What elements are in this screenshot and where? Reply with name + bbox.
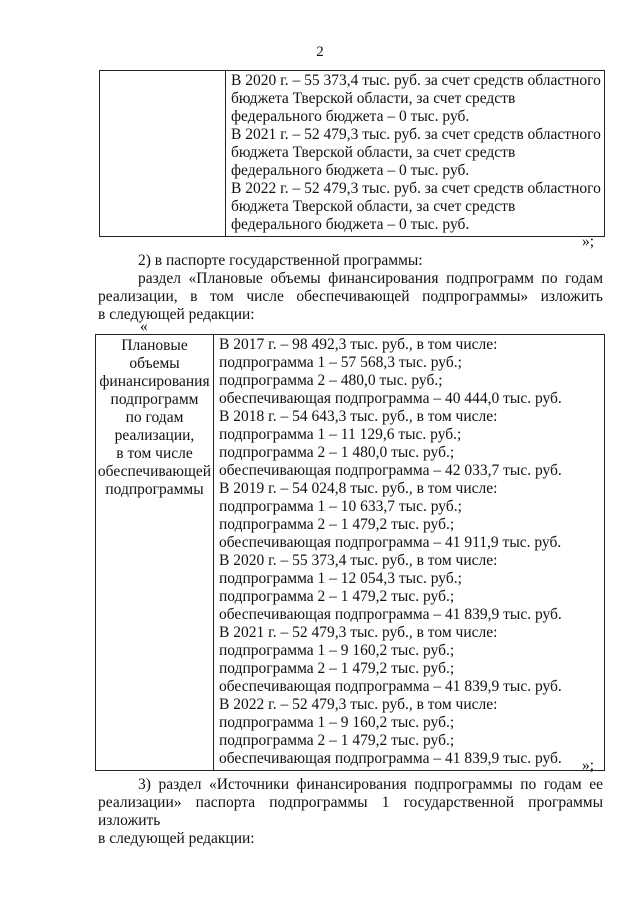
funding-line: подпрограмма 1 – 10 633,7 тыс. руб.; <box>219 498 462 515</box>
label-line: подпрограмм <box>110 391 199 408</box>
funding-line: обеспечивающая подпрограмма – 41 839,9 тыс. руб. <box>219 750 562 767</box>
item-2-text-line: раздел «Плановые объемы финансирования подпрограмм по годам <box>138 270 603 287</box>
table1-line: федерального бюджета – 0 тыс. руб. <box>231 108 470 125</box>
planned-funding-table <box>95 334 605 771</box>
item-3-text-line: в следующей редакции: <box>98 830 255 847</box>
funding-line: В 2021 г. – 52 479,3 тыс. руб., в том числе: <box>219 624 498 641</box>
closing-quote: »; <box>582 757 595 774</box>
opening-quote: « <box>140 318 148 335</box>
empty-label-cell <box>100 71 226 237</box>
closing-quote: »; <box>582 233 595 250</box>
table1-line: В 2022 г. – 52 479,3 тыс. руб. за счет средств областного <box>231 180 601 197</box>
funding-line: подпрограмма 2 – 1 480,0 тыс. руб.; <box>219 444 455 461</box>
item-2-heading: 2) в паспорте государственной программы: <box>138 252 423 269</box>
label-line: финансирования <box>99 373 210 390</box>
section-label-cell <box>96 335 214 771</box>
funding-line: обеспечивающая подпрограмма – 40 444,0 тыс. руб. <box>219 390 562 407</box>
table1-line: бюджета Тверской области, за счет средств <box>231 90 516 107</box>
funding-line: подпрограмма 1 – 12 054,3 тыс. руб.; <box>219 570 462 587</box>
funding-table-continuation <box>99 70 605 237</box>
table1-line: федерального бюджета – 0 тыс. руб. <box>231 162 470 179</box>
funding-line: подпрограмма 1 – 11 129,6 тыс. руб.; <box>219 426 462 443</box>
funding-by-year-cell <box>214 335 605 771</box>
funding-line: подпрограмма 2 – 1 479,2 тыс. руб.; <box>219 732 455 749</box>
label-line: Плановые <box>121 337 188 354</box>
funding-line: подпрограмма 2 – 1 479,2 тыс. руб.; <box>219 660 455 677</box>
funding-line: обеспечивающая подпрограмма – 42 033,7 тыс. руб. <box>219 462 562 479</box>
item-3-text-line: реализации» паспорта подпрограммы 1 государственной программы изложить <box>98 794 603 829</box>
funding-line: подпрограмма 1 – 57 568,3 тыс. руб.; <box>219 354 462 371</box>
table1-line: федерального бюджета – 0 тыс. руб. <box>231 216 470 233</box>
item-2-paragraph <box>98 252 603 324</box>
label-line: по годам <box>125 409 184 426</box>
funding-line: В 2018 г. – 54 643,3 тыс. руб., в том числе: <box>219 408 498 425</box>
table1-line: бюджета Тверской области, за счет средств <box>231 144 516 161</box>
funding-years-cell <box>226 71 605 237</box>
table1-line: бюджета Тверской области, за счет средств <box>231 198 516 215</box>
item-2-text-line: реализации, в том числе обеспечивающей подпрограммы» изложить <box>98 288 603 305</box>
funding-line: В 2022 г. – 52 479,3 тыс. руб., в том числе: <box>219 696 498 713</box>
label-line: реализации, <box>114 427 195 444</box>
funding-line: подпрограмма 1 – 9 160,2 тыс. руб.; <box>219 642 455 659</box>
funding-line: подпрограмма 2 – 1 479,2 тыс. руб.; <box>219 588 455 605</box>
funding-line: В 2020 г. – 55 373,4 тыс. руб., в том числе: <box>219 552 498 569</box>
funding-line: обеспечивающая подпрограмма – 41 839,9 тыс. руб. <box>219 678 562 695</box>
funding-line: подпрограмма 2 – 1 479,2 тыс. руб.; <box>219 516 455 533</box>
page-number: 2 <box>316 44 324 60</box>
funding-line: В 2019 г. – 54 024,8 тыс. руб., в том числе: <box>219 480 498 497</box>
funding-line: обеспечивающая подпрограмма – 41 839,9 тыс. руб. <box>219 606 562 623</box>
item-2-text-line: в следующей редакции: <box>98 306 255 323</box>
table1-line: В 2020 г. – 55 373,4 тыс. руб. за счет средств областного <box>231 72 601 89</box>
label-line: объемы <box>129 355 180 372</box>
funding-line: обеспечивающая подпрограмма – 41 911,9 тыс. руб. <box>219 534 562 551</box>
funding-line: подпрограмма 2 – 480,0 тыс. руб.; <box>219 372 443 389</box>
table1-line: В 2021 г. – 52 479,3 тыс. руб. за счет средств областного <box>231 126 601 143</box>
label-line: в том числе <box>116 445 193 462</box>
label-line: подпрограммы <box>105 481 204 498</box>
item-3-text-line: 3) раздел «Источники финансирования подпрограммы по годам ее <box>138 776 603 793</box>
funding-line: В 2017 г. – 98 492,3 тыс. руб., в том числе: <box>219 336 498 353</box>
funding-line: подпрограмма 1 – 9 160,2 тыс. руб.; <box>219 714 455 731</box>
item-3-paragraph <box>98 776 603 848</box>
label-line: обеспечивающей <box>97 463 212 480</box>
